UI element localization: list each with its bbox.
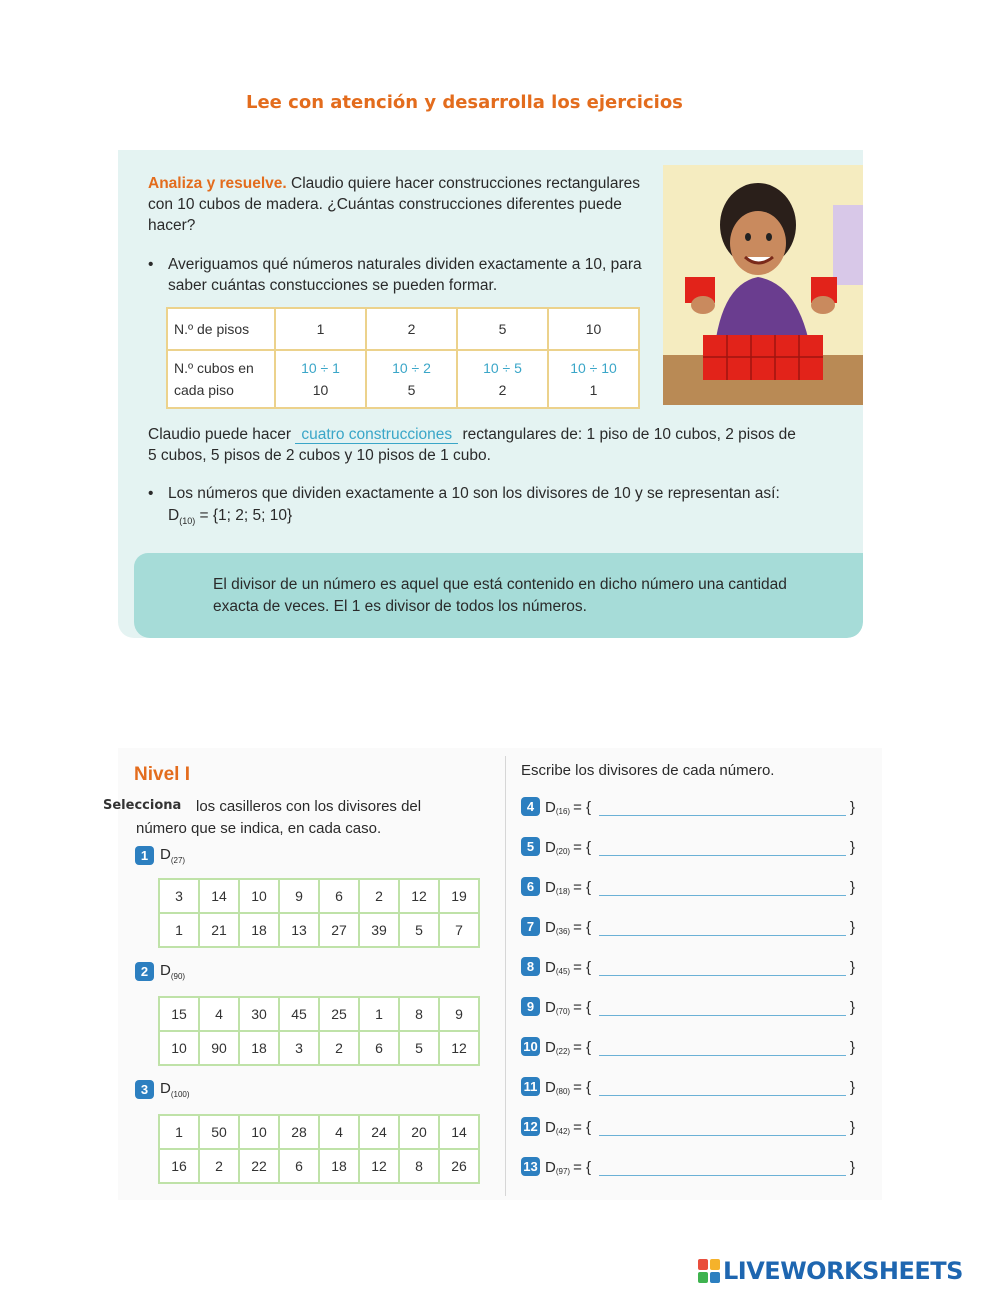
d-symbol: D — [545, 1119, 556, 1136]
answer-field[interactable] — [599, 1080, 846, 1096]
d-symbol: D — [545, 799, 556, 816]
grid-cell[interactable]: 14 — [199, 879, 239, 913]
d-symbol: D — [160, 846, 171, 863]
bullet-2 — [148, 483, 838, 504]
d-sub: (18) — [555, 887, 571, 896]
grid-cell[interactable]: 12 — [439, 1031, 479, 1065]
cubes-cell — [548, 350, 639, 408]
bullet-2-text: Los números que dividen exactamente a 10 son los divisores de 10 y se representan así: — [168, 485, 780, 502]
grid-cell[interactable]: 3 — [159, 879, 199, 913]
grid-cell[interactable]: 12 — [399, 879, 439, 913]
divisor-row-5 — [521, 837, 855, 856]
close-brace: } — [850, 839, 856, 856]
d-sub: (100) — [170, 1090, 190, 1099]
grid-cell[interactable]: 45 — [279, 997, 319, 1031]
lesson-card — [118, 150, 863, 638]
exercise-number-badge: 8 — [521, 957, 540, 976]
grid-cell[interactable]: 13 — [279, 913, 319, 947]
grid-cell[interactable]: 28 — [279, 1115, 319, 1149]
logo-text: LIVEWORKSHEETS — [723, 1257, 963, 1285]
grid-cell[interactable]: 10 — [159, 1031, 199, 1065]
floors-table — [166, 307, 640, 409]
eq-open: = { — [573, 1119, 592, 1136]
eq-open: = { — [573, 1039, 592, 1056]
cubes-result: 2 — [498, 382, 507, 398]
exercise-number-badge: 3 — [135, 1080, 154, 1099]
cubes-result: 1 — [589, 382, 598, 398]
exercise-2-grid — [158, 996, 480, 1066]
d-sub: (16) — [555, 807, 571, 816]
close-brace: } — [850, 1119, 856, 1136]
cubes-result: 10 — [312, 382, 329, 398]
d-sub: (90) — [170, 972, 186, 981]
exercise-2-label — [135, 962, 185, 981]
grid-cell[interactable]: 2 — [199, 1149, 239, 1183]
grid-cell[interactable]: 9 — [279, 879, 319, 913]
d-symbol: D — [545, 999, 556, 1016]
exercise-number-badge: 11 — [521, 1077, 540, 1096]
d-sub: (36) — [555, 927, 571, 936]
exercise-number-badge: 7 — [521, 917, 540, 936]
grid-cell[interactable]: 18 — [239, 913, 279, 947]
select-word: Selecciona — [103, 798, 182, 813]
definition-text: El divisor de un número es aquel que está contenido en dicho número una cantidad exacta de veces. El 1 es divisor de todos los números. — [213, 576, 787, 615]
grid-cell[interactable]: 16 — [159, 1149, 199, 1183]
d-symbol: D — [160, 1080, 171, 1097]
conclusion-paragraph — [148, 424, 808, 466]
set-sub: (10) — [179, 516, 196, 527]
d-symbol: D — [545, 879, 556, 896]
divisor-row-13 — [521, 1157, 855, 1176]
exercise-number-badge: 4 — [521, 797, 540, 816]
instruction-line-2: número que se indica, en cada caso. — [136, 820, 382, 837]
grid-cell[interactable]: 8 — [399, 997, 439, 1031]
grid-cell[interactable]: 22 — [239, 1149, 279, 1183]
answer-field[interactable] — [599, 840, 846, 856]
grid-cell[interactable]: 8 — [399, 1149, 439, 1183]
worksheet — [103, 748, 882, 1200]
grid-cell[interactable]: 2 — [319, 1031, 359, 1065]
divisor-row-9 — [521, 997, 855, 1016]
d-symbol: D — [160, 962, 171, 979]
grid-cell[interactable]: 10 — [239, 879, 279, 913]
exercise-number-badge: 9 — [521, 997, 540, 1016]
d-sub: (27) — [170, 856, 186, 865]
exercise-number-badge: 6 — [521, 877, 540, 896]
answer-field[interactable] — [599, 1000, 846, 1016]
close-brace: } — [850, 1079, 856, 1096]
d-symbol: D — [545, 959, 556, 976]
intro-label: Analiza y resuelve. — [148, 175, 287, 192]
exercise-number-badge: 12 — [521, 1117, 540, 1136]
exercise-3-label — [135, 1080, 190, 1099]
grid-cell[interactable]: 15 — [159, 997, 199, 1031]
eq-open: = { — [573, 999, 592, 1016]
divisor-row-4 — [521, 797, 855, 816]
floors-cell: 10 — [548, 308, 639, 350]
exercise-1-label — [135, 846, 185, 865]
d-symbol: D — [545, 1039, 556, 1056]
eq-open: = { — [573, 879, 592, 896]
cubes-cell — [275, 350, 366, 408]
floors-row-head: N.º de pisos — [167, 308, 275, 350]
grid-cell[interactable]: 12 — [359, 1149, 399, 1183]
cubes-result: 5 — [407, 382, 416, 398]
divisor-row-8 — [521, 957, 855, 976]
d-sub: (42) — [555, 1127, 571, 1136]
grid-cell[interactable]: 18 — [239, 1031, 279, 1065]
grid-cell[interactable]: 9 — [439, 997, 479, 1031]
grid-cell[interactable]: 27 — [319, 913, 359, 947]
bullet-1 — [148, 254, 648, 296]
eq-open: = { — [573, 919, 592, 936]
divisor-row-12 — [521, 1117, 855, 1136]
grid-cell[interactable]: 50 — [199, 1115, 239, 1149]
exercise-3-grid — [158, 1114, 480, 1184]
d-sub: (80) — [555, 1087, 571, 1096]
cubes-op: 10 ÷ 1 — [301, 360, 340, 376]
grid-cell[interactable]: 6 — [279, 1149, 319, 1183]
floors-cell: 5 — [457, 308, 548, 350]
intro-text: Claudio quiere hacer construcciones rectangulares con 10 cubos de madera. ¿Cuántas construcciones diferentes puede hacer? — [148, 175, 640, 234]
exercise-number-badge: 10 — [521, 1037, 540, 1056]
divisor-row-7 — [521, 917, 855, 936]
grid-cell[interactable]: 24 — [359, 1115, 399, 1149]
grid-cell[interactable]: 25 — [319, 997, 359, 1031]
grid-cell[interactable]: 2 — [359, 879, 399, 913]
instruction-line-1: los casilleros con los divisores del — [196, 798, 422, 815]
eq-open: = { — [573, 1079, 592, 1096]
d-symbol: D — [545, 919, 556, 936]
grid-cell[interactable]: 10 — [239, 1115, 279, 1149]
cubes-op: 10 ÷ 2 — [392, 360, 431, 376]
grid-cell[interactable]: 18 — [319, 1149, 359, 1183]
grid-cell[interactable]: 21 — [199, 913, 239, 947]
d-sub: (97) — [555, 1167, 571, 1176]
grid-cell[interactable]: 1 — [359, 997, 399, 1031]
bullet-dot-icon: • — [148, 485, 154, 502]
answer-field[interactable] — [599, 1160, 846, 1176]
d-sub: (20) — [555, 847, 571, 856]
d-symbol: D — [545, 1079, 556, 1096]
exercise-number-badge: 5 — [521, 837, 540, 856]
d-sub: (45) — [555, 967, 571, 976]
close-brace: } — [850, 959, 856, 976]
grid-cell[interactable]: 4 — [319, 1115, 359, 1149]
exercise-1-grid — [158, 878, 480, 948]
cubes-cell — [366, 350, 457, 408]
divisor-row-11 — [521, 1077, 855, 1096]
grid-cell[interactable]: 19 — [439, 879, 479, 913]
floors-cell: 1 — [275, 308, 366, 350]
divisor-row-10 — [521, 1037, 855, 1056]
grid-cell[interactable]: 39 — [359, 913, 399, 947]
answer-field[interactable] — [599, 1040, 846, 1056]
close-brace: } — [850, 1159, 856, 1176]
cubes-op: 10 ÷ 5 — [483, 360, 522, 376]
eq-open: = { — [573, 1159, 592, 1176]
bullet-dot-icon: • — [148, 256, 154, 273]
grid-cell[interactable]: 5 — [399, 913, 439, 947]
set-value: = {1; 2; 5; 10} — [195, 507, 293, 524]
answer-field[interactable] — [599, 920, 846, 936]
grid-cell[interactable]: 4 — [199, 997, 239, 1031]
grid-cell[interactable]: 1 — [159, 1115, 199, 1149]
conclusion-underlined: cuatro construcciones — [295, 426, 458, 444]
column-divider — [505, 756, 506, 1196]
logo-icon — [698, 1259, 720, 1283]
eq-open: = { — [573, 839, 592, 856]
answer-field[interactable] — [599, 880, 846, 896]
grid-cell[interactable]: 20 — [399, 1115, 439, 1149]
d-sub: (70) — [555, 1007, 571, 1016]
bullet-1-text: Averiguamos qué números naturales dividen exactamente a 10, para saber cuántas constucciones se pueden formar. — [168, 256, 642, 294]
left-instruction — [136, 796, 466, 840]
exercise-number-badge: 13 — [521, 1157, 540, 1176]
liveworksheets-logo — [698, 1257, 963, 1285]
grid-cell[interactable]: 1 — [159, 913, 199, 947]
close-brace: } — [850, 919, 856, 936]
grid-cell[interactable]: 14 — [439, 1115, 479, 1149]
cubes-op: 10 ÷ 10 — [570, 360, 617, 376]
level-title: Nivel I — [134, 764, 190, 785]
eq-open: = { — [573, 799, 592, 816]
d-symbol: D — [545, 839, 556, 856]
conclusion-pre: Claudio puede hacer — [148, 426, 296, 443]
grid-cell[interactable]: 6 — [359, 1031, 399, 1065]
grid-cell[interactable]: 5 — [399, 1031, 439, 1065]
divisor-row-6 — [521, 877, 855, 896]
d-sub: (22) — [555, 1047, 571, 1056]
grid-cell[interactable]: 26 — [439, 1149, 479, 1183]
boy-with-cubes-illustration — [663, 165, 863, 405]
answer-field[interactable] — [599, 960, 846, 976]
intro-paragraph — [148, 173, 648, 236]
exercise-number-badge: 1 — [135, 846, 154, 865]
page-heading: Lee con atención y desarrolla los ejercicios — [246, 92, 683, 113]
answer-field[interactable] — [599, 1120, 846, 1136]
set-symbol: D — [168, 507, 180, 524]
close-brace: } — [850, 879, 856, 896]
floors-cell: 2 — [366, 308, 457, 350]
grid-cell[interactable]: 3 — [279, 1031, 319, 1065]
close-brace: } — [850, 799, 856, 816]
grid-cell[interactable]: 6 — [319, 879, 359, 913]
definition-box — [134, 553, 863, 638]
d-symbol: D — [545, 1159, 556, 1176]
grid-cell[interactable]: 7 — [439, 913, 479, 947]
grid-cell[interactable]: 30 — [239, 997, 279, 1031]
exercise-number-badge: 2 — [135, 962, 154, 981]
divisor-set-example — [168, 507, 292, 526]
conclusion-post: rectangulares de: 1 piso de 10 cubos, 2 pisos de 5 cubos, 5 pisos de 2 cubos y 10 pisos de 1 cubo. — [148, 426, 796, 464]
right-instruction: Escribe los divisores de cada número. — [521, 762, 775, 779]
answer-field[interactable] — [599, 800, 846, 816]
cubes-row-head: N.º cubos en cada piso — [167, 350, 275, 408]
close-brace: } — [850, 1039, 856, 1056]
grid-cell[interactable]: 90 — [199, 1031, 239, 1065]
eq-open: = { — [573, 959, 592, 976]
cubes-cell — [457, 350, 548, 408]
close-brace: } — [850, 999, 856, 1016]
